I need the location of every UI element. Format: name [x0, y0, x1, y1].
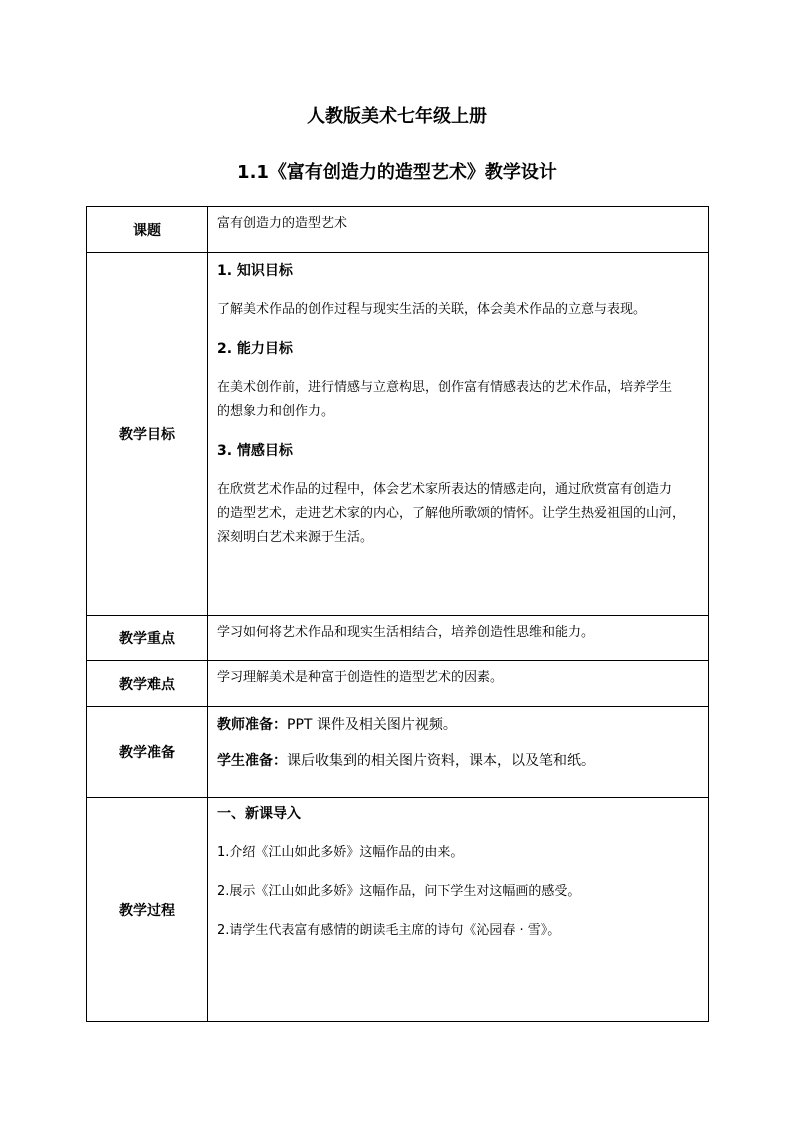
row-key-points [87, 616, 709, 661]
goal-emotion-line1: 在欣赏艺术作品的过程中，体会艺术家所表达的情感走向，通过欣赏富有创造力 [217, 482, 673, 497]
process-heading-intro: 一、新课导入 [217, 806, 301, 822]
label-topic: 课题 [87, 207, 208, 253]
lesson-plan-table [86, 206, 709, 1022]
goal-emotion-line2: 的造型艺术，走进艺术家的内心，了解他所歌颂的情怀。让学生热爱祖国的山河， [217, 506, 686, 521]
goal-ability-line2: 的想象力和创作力。 [217, 404, 335, 419]
value-process [208, 798, 709, 1022]
label-preparation: 教学准备 [87, 707, 208, 798]
process-step-1: 1.介绍《江山如此多娇》这幅作品的由来。 [217, 845, 464, 860]
value-goals [208, 253, 709, 616]
value-topic [208, 207, 709, 253]
student-prep-label: 学生准备： [217, 753, 287, 769]
label-difficulty: 教学难点 [87, 661, 208, 707]
label-process: 教学过程 [87, 798, 208, 1022]
goal-emotion-line3: 深刻明白艺术来源于生活。 [217, 530, 374, 545]
value-preparation [208, 707, 709, 798]
process-step-2: 2.展示《江山如此多娇》这幅作品，问下学生对这幅画的感受。 [217, 884, 581, 899]
label-goals: 教学目标 [87, 253, 208, 616]
label-key-points: 教学重点 [87, 616, 208, 661]
teacher-prep-value: PPT 课件及相关图片视频。 [287, 717, 457, 733]
teacher-prep-label: 教师准备： [217, 717, 287, 733]
difficulty-text: 学习理解美术是种富于创造性的造型艺术的因素。 [217, 670, 504, 685]
row-topic [87, 207, 709, 253]
goal-heading-ability: 2. 能力目标 [217, 341, 293, 357]
row-difficulty [87, 661, 709, 707]
value-difficulty [208, 661, 709, 707]
process-step-3: 2.请学生代表富有感情的朗读毛主席的诗句《沁园春 · 雪》。 [217, 923, 561, 938]
document-title: 人教版美术七年级上册 [307, 106, 487, 127]
teacher-prep [217, 713, 698, 737]
value-key-points [208, 616, 709, 661]
document-subtitle: 1.1《富有创造力的造型艺术》教学设计 [237, 162, 557, 183]
goal-ability-line1: 在美术创作前，进行情感与立意构思，创作富有情感表达的艺术作品，培养学生 [217, 380, 673, 395]
goal-knowledge-text: 了解美术作品的创作过程与现实生活的关联，体会美术作品的立意与表现。 [217, 302, 647, 317]
student-prep [217, 749, 698, 773]
row-preparation [87, 707, 709, 798]
row-goals [87, 253, 709, 616]
row-process [87, 798, 709, 1022]
key-points-text: 学习如何将艺术作品和现实生活相结合，培养创造性思维和能力。 [217, 625, 595, 640]
topic-text: 富有创造力的造型艺术 [217, 216, 348, 231]
goal-heading-knowledge: 1. 知识目标 [217, 263, 293, 279]
goal-heading-emotion: 3. 情感目标 [217, 443, 293, 459]
student-prep-value: 课后收集到的相关图片资料，课本，以及笔和纸。 [287, 753, 595, 769]
